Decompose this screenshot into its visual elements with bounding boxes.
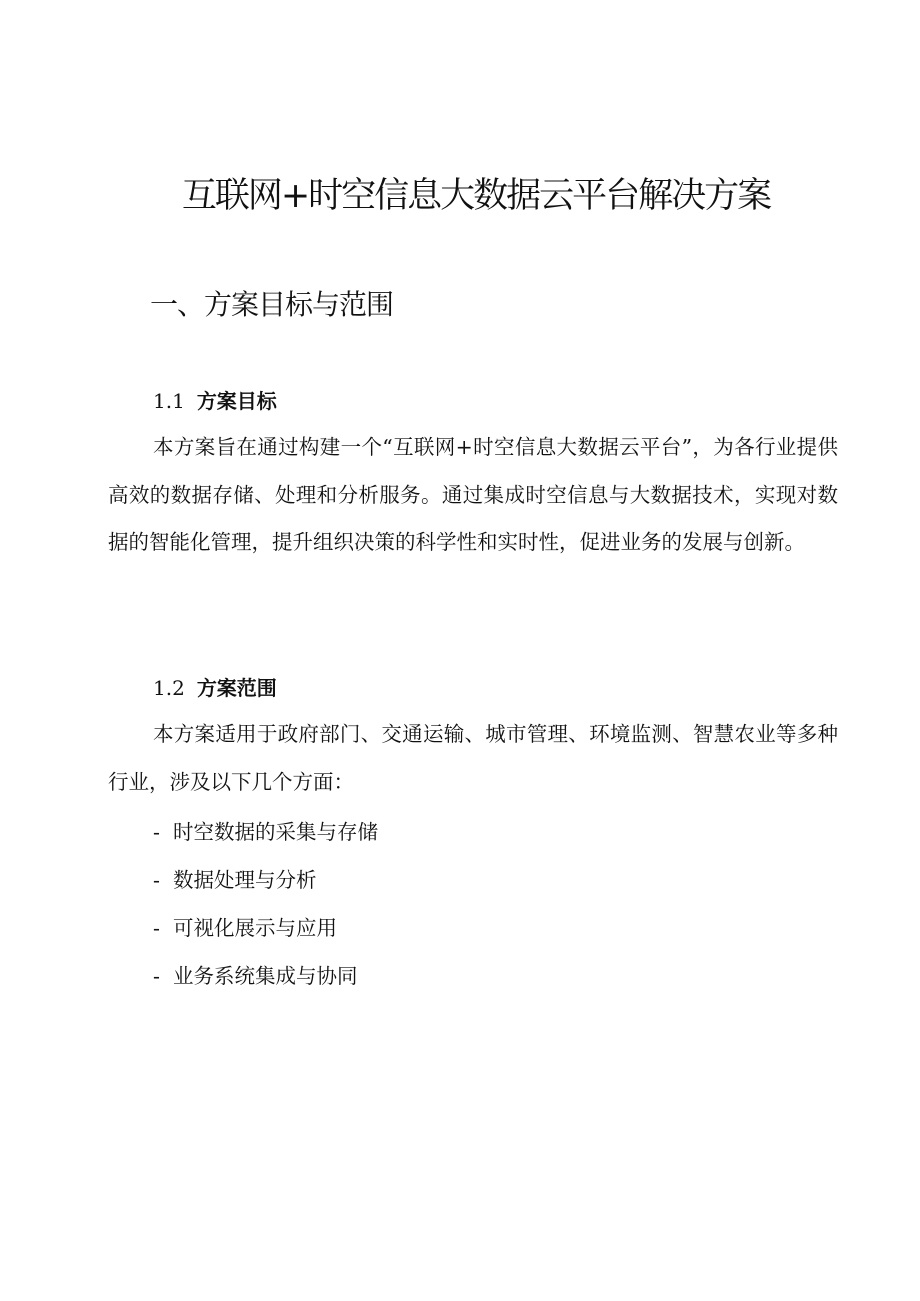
list-item-text: 业务系统集成与协同 bbox=[173, 964, 358, 988]
subsection-title: 方案目标 bbox=[196, 389, 277, 413]
list-item bbox=[153, 952, 378, 1000]
list-item-text: 数据处理与分析 bbox=[173, 868, 317, 892]
bullet-dash: - bbox=[153, 916, 160, 940]
subsection-title: 方案范围 bbox=[196, 676, 277, 700]
list-item bbox=[153, 904, 378, 952]
bullet-dash: - bbox=[153, 868, 160, 892]
list-item bbox=[153, 808, 378, 856]
scope-list bbox=[153, 808, 378, 1000]
subsection-heading-scope bbox=[153, 673, 277, 703]
document-title: 互联网+时空信息大数据云平台解决方案 bbox=[181, 176, 771, 216]
bullet-dash: - bbox=[153, 964, 160, 988]
list-item bbox=[153, 856, 378, 904]
section-heading: 一、方案目标与范围 bbox=[150, 288, 394, 321]
list-item-text: 可视化展示与应用 bbox=[173, 916, 337, 940]
subsection-heading-goals bbox=[153, 386, 277, 416]
goals-paragraph: 本方案旨在通过构建一个“互联网+时空信息大数据云平台”，为各行业提供高效的数据存储、处理和分析服务。通过集成时空信息与大数据技术，实现对数据的智能化管理，提升组织决策的科学性和实时性，促进业务的发展与创新。 bbox=[108, 435, 838, 554]
subsection-number: 1.1 bbox=[153, 389, 185, 413]
scope-paragraph: 本方案适用于政府部门、交通运输、城市管理、环境监测、智慧农业等多种行业，涉及以下几个方面： bbox=[108, 722, 838, 794]
subsection-number: 1.2 bbox=[153, 676, 185, 700]
list-item-text: 时空数据的采集与存储 bbox=[173, 820, 378, 844]
bullet-dash: - bbox=[153, 820, 160, 844]
